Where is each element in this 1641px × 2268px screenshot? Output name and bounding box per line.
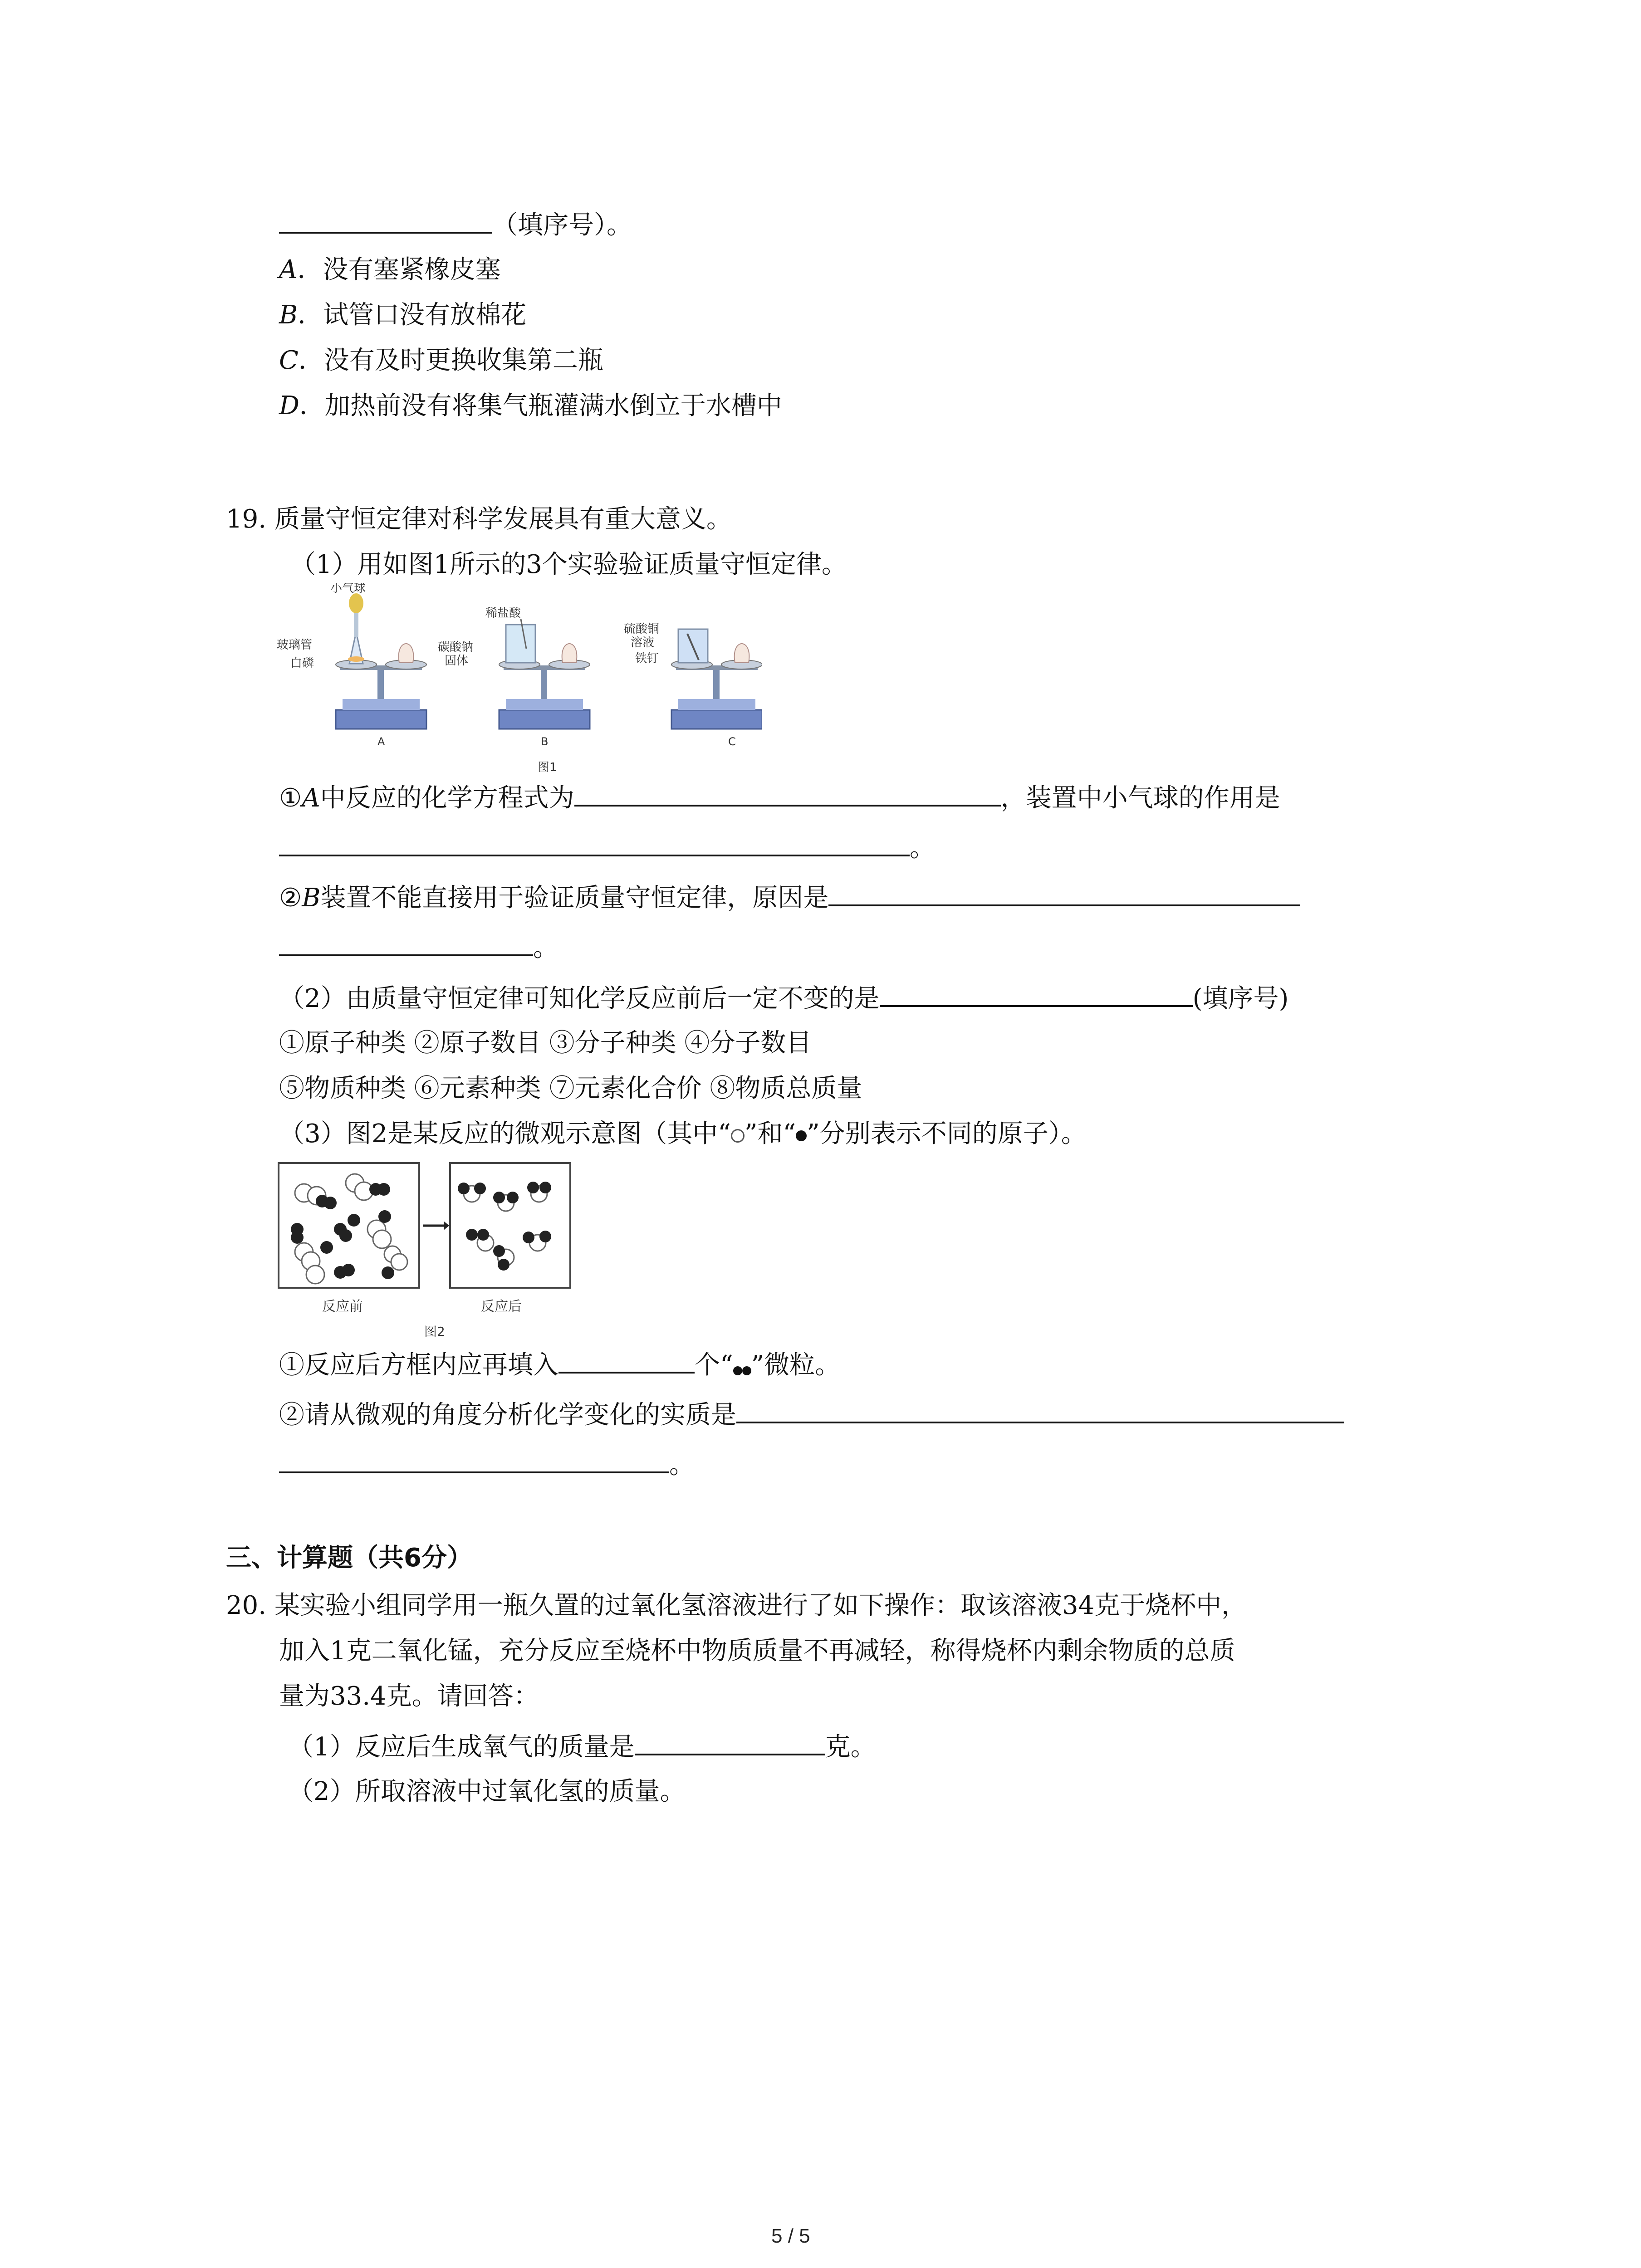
q19-1b-cont: 。 [279, 929, 558, 966]
page-number: 5 / 5 [771, 2225, 810, 2247]
q18-option-a: A．没有塞紧橡皮塞 [279, 255, 501, 284]
q19-part1: （1）用如图1所示的3个实验验证质量守恒定律。 [290, 550, 847, 579]
label-c: C [728, 735, 736, 748]
figure-1 [272, 583, 762, 782]
section-3-title: 三、计算题（共6分） [226, 1543, 472, 1573]
black-atom-icon [796, 1130, 807, 1141]
label-white-phosphorus: 白磷 [290, 656, 314, 670]
label-iron-nail: 铁钉 [635, 652, 659, 665]
answer-blank [880, 980, 1193, 1007]
answer-blank [279, 206, 492, 234]
q20-line3: 量为33.4克。请回答： [279, 1681, 539, 1711]
q18-option-c: C．没有及时更换收集第二瓶 [279, 346, 603, 375]
apparatus-b [499, 619, 590, 729]
answer-blank [736, 1396, 1344, 1423]
q19-options-row1: ①原子种类 ②原子数目 ③分子种类 ④分子数目 [279, 1028, 812, 1058]
q19-options-row2: ⑤物质种类 ⑥元素种类 ⑦元素化合价 ⑧物质总质量 [279, 1074, 862, 1103]
arrow-icon [444, 1221, 449, 1230]
answer-blank [279, 929, 533, 956]
label-dilute-hcl: 稀盐酸 [485, 606, 521, 620]
label-b: B [541, 735, 549, 748]
after-box [450, 1163, 570, 1288]
figure-2 [277, 1161, 576, 1343]
q19-1b: ②B装置不能直接用于验证质量守恒定律，原因是 [279, 879, 1300, 916]
figure-2-drawing [277, 1161, 576, 1343]
q19-3b-cont: 。 [279, 1446, 695, 1483]
q18-fill-line: （填序号）。 [279, 206, 632, 244]
q20-sub1: （1）反应后生成氧气的质量是 克。 [288, 1728, 876, 1765]
q20-line2: 加入1克二氧化锰，充分反应至烧杯中物质质量不再减轻，称得烧杯内剩余物质的总质 [279, 1636, 1235, 1666]
q20-sub2: （2）所取溶液中过氧化氢的质量。 [288, 1777, 686, 1806]
q18-option-d: D．加热前没有将集气瓶灌满水倒立于水槽中 [279, 391, 782, 420]
figure-2-caption: 图2 [424, 1324, 445, 1339]
q19-stem: 19. 质量守恒定律对科学发展具有重大意义。 [226, 504, 732, 534]
apparatus-a [336, 593, 426, 729]
answer-blank [828, 879, 1300, 906]
molecule-icon [733, 1349, 751, 1385]
q19-part2: （2）由质量守恒定律可知化学反应前后一定不变的是 (填序号) [279, 980, 1288, 1017]
q18-option-b: B．试管口没有放棉花 [279, 300, 527, 330]
answer-blank [279, 829, 910, 856]
figure-1-drawing [272, 583, 762, 782]
answer-blank [635, 1728, 825, 1755]
label-glass-tube: 玻璃管 [277, 638, 313, 652]
q19-3a: ①反应后方框内应再填入 个“ ”微粒。 [279, 1346, 840, 1385]
before-label: 反应前 [322, 1299, 363, 1315]
label-a: A [377, 735, 385, 748]
figure-1-caption: 图1 [538, 761, 557, 774]
q19-part3: （3）图2是某反应的微观示意图（其中“ ”和“ ”分别表示不同的原子）。 [279, 1119, 1087, 1149]
q19-3b: ②请从微观的角度分析化学变化的实质是 [279, 1396, 1344, 1433]
white-atom-icon [731, 1129, 745, 1143]
label-sodium-carbonate: 碳酸钠 [438, 640, 474, 654]
q19-1a-cont: 。 [279, 829, 935, 866]
q19-1a: ①A中反应的化学方程式为 ，装置中小气球的作用是 [279, 779, 1280, 816]
q20-line1: 20. 某实验小组同学用一瓶久置的过氧化氢溶液进行了如下操作：取该溶液34克于烧杯中， [226, 1591, 1247, 1620]
label-balloon: 小气球 [330, 583, 366, 595]
apparatus-c [671, 629, 762, 729]
label-solid: 固体 [445, 654, 469, 668]
answer-blank [279, 1446, 669, 1473]
label-copper-sulfate: 硫酸铜 [624, 622, 660, 636]
label-solution: 溶液 [631, 636, 655, 650]
after-label: 反应后 [481, 1299, 522, 1315]
answer-blank [558, 1346, 695, 1374]
answer-blank [574, 779, 1001, 807]
